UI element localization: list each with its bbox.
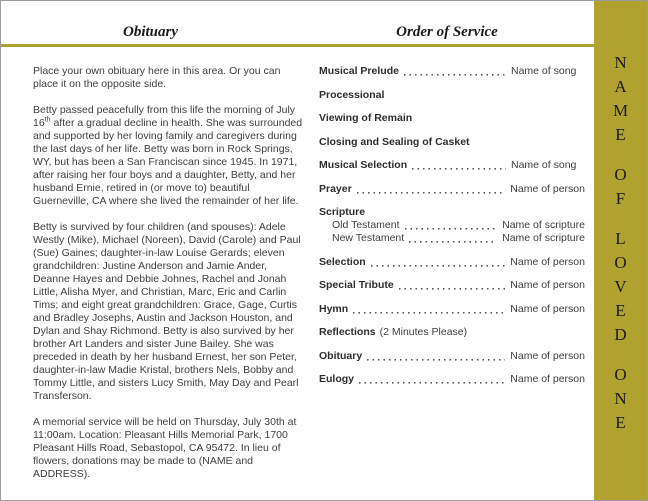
service-item-label: Scripture [319,206,366,218]
dotted-leader [412,159,506,172]
service-item-label: Musical Selection [319,159,408,171]
service-item-value: Name of person [510,302,585,315]
service-item-row [319,303,585,316]
vertical-name-word [614,363,626,435]
service-item-row [319,112,585,125]
service-item-row [319,373,585,386]
service-item-label: Selection [319,255,366,268]
vertical-name-letter: L [615,229,626,248]
service-item-label: Eulogy [319,373,355,385]
scripture-subgroup [319,219,585,245]
dotted-leader [367,350,505,363]
service-item-row [319,65,585,78]
dotted-leader [399,279,506,292]
order-of-service-section [319,65,585,397]
vertical-name-letter: V [614,277,627,296]
service-item-row [319,206,585,219]
obituary-paragraph: Betty passed peacefully from this life the morning of July 16th after a gradual decline in health. She was surrounded and supported by her loving family and caregivers during the last days of her life. Betty was born in Rock Springs, WY, but has been a San Franciscan since 1945. In 1971, after raising her four boys and a daughter, Betty, and her husband Ernie, retired in (or move to) beautiful Guerneville, CA where she lived the remainder of her life. [33,104,303,207]
vertical-name-letter: O [614,365,627,384]
name-of-loved-one-banner [594,1,647,500]
service-item-row [319,256,585,269]
vertical-name-letter: E [615,413,626,432]
service-item-row [319,89,585,102]
page-header [1,1,594,47]
dotted-leader [405,219,498,232]
service-item-label: New Testament [332,232,405,244]
superscript-ordinal: th [44,116,51,124]
vertical-name-word [614,227,626,347]
obituary-paragraph: Betty is survived by four children (and spouses): Adele Westly (Mike), Michael (Noreen), David (Carole) and Paul (Sue) Gaines; daughter-in-law Louise Gerards; eleven grandchildren: Justine Anderson and Jamie Ander, Deanne Hayes and Debbie Johnes, Rachel and Jonah Little, Alisha Myer, and Christian, Marc, Eric and Carlin Tims; and eight great grandchildren: Grace, Gage, Curtis and Bradley Josephs, Austin and Jackson Houston, and Dylan and Shay Richmond. Betty is also survived by her brother Art Landers and sister June Bailey. She was preceded in death by her husband Ernest, her son Peter, daughter-in-law Madie Kristal, brothers Nels, Bobby and Tommy Little, and sisters Lucy Smith, May Day and Pearl Transferson. [33,221,301,402]
dotted-leader [359,373,505,386]
service-item-label: Processional [319,88,385,101]
obituary-column-title: Obituary [122,24,178,40]
service-item-label: Obituary [319,349,363,362]
service-item-label: Hymn [319,302,349,315]
service-item-value: Name of person [510,255,585,268]
service-item-value: Name of person [510,373,585,385]
vertical-name-letter: E [615,125,626,144]
service-item-label: Viewing of Remain [319,112,413,124]
service-item-row [319,183,585,196]
service-item-label: Prayer [319,182,352,195]
dotted-leader [357,183,506,196]
vertical-name-word [613,51,628,147]
dotted-leader [353,303,505,316]
service-item-value: Name of scripture [502,219,585,231]
service-subitem-row [319,219,585,232]
service-item-label: Old Testament [332,219,400,231]
vertical-name-letter: M [612,101,629,120]
vertical-name-letter: N [614,53,627,72]
service-item-value: Name of person [510,279,585,291]
dotted-leader [404,65,506,78]
service-item-note: (2 Minutes Please) [379,326,468,338]
dotted-leader [409,232,497,245]
dotted-leader [371,256,506,269]
service-item-row [319,159,585,172]
vertical-name-letter: D [614,325,627,344]
service-item-row [319,279,585,292]
service-item-row [319,136,585,149]
vertical-name-letter: E [615,301,626,320]
service-item-value: Name of song [511,65,577,77]
service-item-label: Closing and Sealing of Casket [319,135,470,148]
order-of-service-column-title: Order of Service [396,24,498,40]
service-item-label: Reflections [319,326,376,338]
obituary-paragraph: A memorial service will be held on Thursday, July 30th at 11:00am. Location: Pleasant Hills Memorial Park, 1700 Pleasant Hills Road, Sebastopol, CA 95472. In lieu of flowers, donations may be made to (NAME and ADDRESS). [33,416,297,480]
vertical-name-word [614,163,626,211]
service-item-row [319,350,585,363]
vertical-name-letter: O [614,253,627,272]
service-item-label: Musical Prelude [319,65,399,77]
obituary-paragraph: Place your own obituary here in this area. Or you can place it on the opposite side. [33,65,281,90]
service-item-label: Special Tribute [319,279,394,291]
vertical-name-letter: A [614,77,627,96]
service-item-value: Name of scripture [502,232,585,244]
service-item-value: Name of person [510,349,585,362]
vertical-name-letter: O [614,165,627,184]
obituary-section [33,65,303,494]
service-item-value: Name of song [511,159,577,171]
vertical-name-letter: F [615,189,626,208]
service-subitem-row [319,232,585,245]
service-item-value: Name of person [510,182,585,195]
service-item-row [319,326,585,339]
vertical-name-letter: N [614,389,627,408]
